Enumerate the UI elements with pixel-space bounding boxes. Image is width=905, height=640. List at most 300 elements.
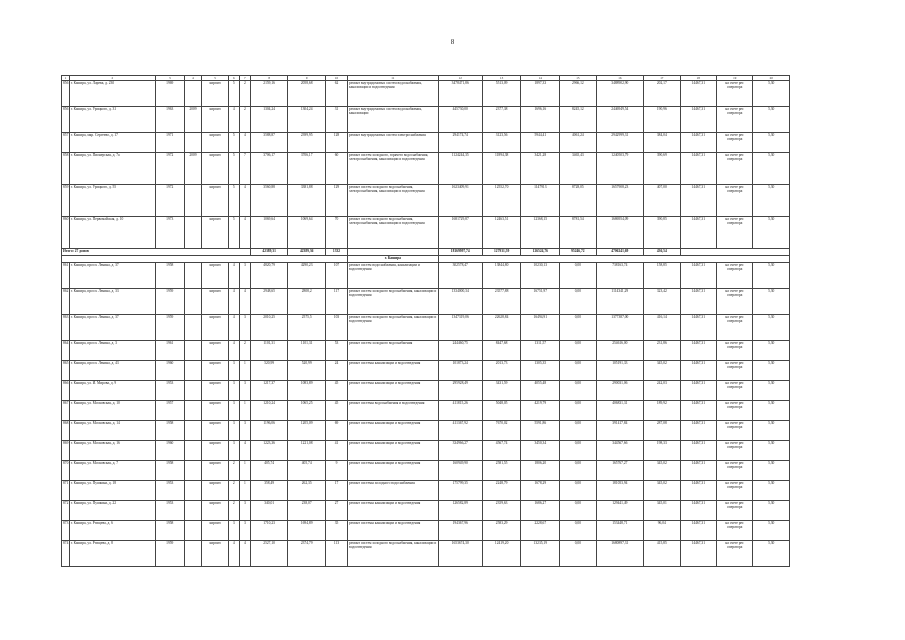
table-cell: 3706,17 [250, 153, 288, 185]
table-cell: 4 [228, 315, 239, 341]
table-cell: 1304,24 [250, 107, 288, 133]
table-cell: 23577,88 [482, 289, 521, 315]
table-cell: 14467,31 [680, 341, 716, 361]
table-cell: 1 [239, 481, 250, 501]
table-cell: 14467,31 [680, 107, 716, 133]
table-cell: 1114341,29 [596, 289, 644, 315]
table-cell: 5,30 [753, 361, 790, 381]
table-cell: 520,99 [288, 361, 326, 381]
table-cell: 3588,87 [250, 133, 288, 153]
table-cell: 1221,08 [288, 441, 326, 461]
table-cell: 295928,49 [438, 381, 482, 401]
table-cell: 1240503,79 [596, 153, 644, 185]
total-area1: 42389,31 [250, 249, 288, 256]
table-cell: 0,00 [560, 401, 596, 421]
table-cell: 358,49 [250, 481, 288, 501]
table-cell: 1959 [155, 541, 184, 567]
column-number: 9 [288, 76, 326, 81]
table-cell: 1972 [155, 153, 184, 185]
table-cell [184, 481, 202, 501]
table-cell: 3 [228, 521, 239, 541]
table-cell: на счете рег. оператора [716, 541, 752, 567]
table-cell: на счете рег. оператора [716, 289, 752, 315]
table-cell: г. Кашира, ул. Пушкина, д. 18 [69, 481, 155, 501]
table-cell: 4 [239, 133, 250, 153]
table-cell: 1806,20 [521, 461, 560, 481]
table-cell: 13235,19 [521, 541, 560, 567]
table-cell: 1217,37 [250, 381, 288, 401]
table-cell: 16751,97 [521, 289, 560, 315]
table-cell: 4820,79 [250, 263, 288, 289]
table-cell: 1953 [155, 501, 184, 521]
table-cell [184, 441, 202, 461]
table-cell: 859 [62, 185, 70, 217]
table-row [62, 153, 790, 185]
table-cell: 14467,31 [680, 153, 716, 185]
table-cell: кирпич [202, 501, 229, 521]
table-cell: на счете рег. оператора [716, 263, 752, 289]
table-cell: 4567,74 [482, 441, 521, 461]
table-cell: 62 [325, 81, 347, 107]
table-cell: 3123,56 [482, 133, 521, 153]
table-cell: 7670,02 [482, 421, 521, 441]
table-cell: 1205,09 [288, 421, 326, 441]
page-number: 8 [450, 38, 455, 46]
table-cell: 5,30 [753, 501, 790, 521]
table-cell: 405,74 [250, 461, 288, 481]
total-row [62, 249, 790, 256]
table-cell: 406831,31 [596, 401, 644, 421]
table-cell: 1959 [155, 315, 184, 341]
total-empty [680, 249, 789, 256]
table-cell: на счете рег. оператора [716, 107, 752, 133]
table-cell: 2966,12 [560, 81, 596, 107]
table-cell: 2 [228, 481, 239, 501]
table-cell: 2010,25 [250, 315, 288, 341]
table-cell: 0,00 [560, 263, 596, 289]
table-cell: 4 [228, 341, 239, 361]
table-cell: 874 [62, 541, 70, 567]
table-cell: 153448,71 [596, 521, 644, 541]
table-cell: 0,00 [560, 481, 596, 501]
table-cell [184, 133, 202, 153]
table-cell: 3381,88 [288, 185, 326, 217]
table-cell: 2013,73 [482, 361, 521, 381]
table-cell: 3488902,90 [596, 81, 644, 107]
table-cell: 1959 [155, 289, 184, 315]
table-cell: 0,00 [560, 361, 596, 381]
table-cell: 0,00 [560, 461, 596, 481]
table-cell: на счете рег. оператора [716, 185, 752, 217]
table-cell: ремонт систем холодного водоснабжения, электроснабжения, канализации и водоотведения [348, 217, 439, 249]
table-cell: ремонт систем водоснабжения, канализации и водоотведения [348, 263, 439, 289]
table-cell: 1 [239, 401, 250, 421]
table-cell [184, 341, 202, 361]
table-cell: кирпич [202, 401, 229, 421]
table-cell: 1101,31 [250, 341, 288, 361]
table-cell: г. Кашира, ул. Московская, д. 14 [69, 421, 155, 441]
table-cell: на счете рег. оператора [716, 521, 752, 541]
table-cell: 1972 [155, 185, 184, 217]
table-cell: 1334000,34 [438, 289, 482, 315]
table-cell: на счете рег. оператора [716, 441, 752, 461]
table-cell: на счете рег. оператора [716, 217, 752, 249]
table-cell [184, 401, 202, 421]
table-cell: 4 [239, 185, 250, 217]
table-row [62, 521, 790, 541]
table-cell [184, 263, 202, 289]
table-cell: ремонт систем холодного водоснабжения, канализации и водоотведения [348, 541, 439, 567]
table-cell: 405,74 [288, 461, 326, 481]
table-cell: 5,30 [753, 461, 790, 481]
table-cell: на счете рег. оператора [716, 381, 752, 401]
table-cell: 1377387,00 [596, 315, 644, 341]
table-cell: 1696,16 [521, 107, 560, 133]
table-cell: 391417,84 [596, 421, 644, 441]
table-cell: 870 [62, 461, 70, 481]
table-cell [184, 185, 202, 217]
table-cell [184, 289, 202, 315]
table-cell: кирпич [202, 341, 229, 361]
table-cell: 129 [325, 185, 347, 217]
table-cell: 175799,35 [438, 481, 482, 501]
table-cell: 860 [62, 217, 70, 249]
table-cell: 189,92 [644, 401, 680, 421]
table-cell: 738163,74 [596, 263, 644, 289]
table-cell: 5,30 [753, 133, 790, 153]
table-cell: 1304,24 [288, 107, 326, 133]
table-cell: 1686954,09 [596, 217, 644, 249]
table-cell: 5,30 [753, 481, 790, 501]
table-cell: 345,02 [644, 481, 680, 501]
table-cell: г. Кашира, просп. Ленина, д. 37 [69, 263, 155, 289]
table-cell: 4219,79 [521, 401, 560, 421]
column-number: 11 [348, 76, 439, 81]
table-cell: 2 [228, 461, 239, 481]
table-cell: 0,00 [560, 315, 596, 341]
table-cell: 1953 [155, 481, 184, 501]
table-cell: г. Кашира, просп. Ленина, д. 43 [69, 361, 155, 381]
table-cell: 14467,31 [680, 481, 716, 501]
table-cell: 96,04 [644, 521, 680, 541]
table-cell: г. Кашира, ул. Урицкого, д. 31 [69, 107, 155, 133]
table-cell: кирпич [202, 289, 229, 315]
table-cell: 101873,24 [438, 361, 482, 381]
table-cell: 5,30 [753, 107, 790, 133]
table-cell: 4 [228, 541, 239, 567]
table-cell: 113 [325, 541, 347, 567]
table-cell: на счете рег. оператора [716, 501, 752, 521]
table-cell: кирпич [202, 521, 229, 541]
table-cell: 856 [62, 107, 70, 133]
table-cell: 4 [239, 441, 250, 461]
table-cell: 1960 [155, 361, 184, 381]
table-cell [184, 217, 202, 249]
table-cell: 5 [228, 185, 239, 217]
table-cell: 323,42 [644, 289, 680, 315]
table-cell [184, 501, 202, 521]
table-cell: 10230,13 [521, 263, 560, 289]
table-cell: 384,04 [644, 133, 680, 153]
table-cell: 1958 [155, 421, 184, 441]
table-cell: 254616,00 [596, 341, 644, 361]
table-cell: 873 [62, 521, 70, 541]
table-cell: 1305,35 [521, 361, 560, 381]
table-row [62, 381, 790, 401]
table-cell: 864 [62, 341, 70, 361]
table-cell: ремонт системы канализации и водоотведения [348, 461, 439, 481]
table-cell: кирпич [202, 185, 229, 217]
table-cell: 8781,54 [560, 217, 596, 249]
table-cell: 105191,33 [596, 361, 644, 381]
table-cell: 5,30 [753, 401, 790, 421]
table-cell: 2 [239, 81, 250, 107]
table-cell: 5,30 [753, 341, 790, 361]
table-cell: 862 [62, 289, 70, 315]
table-cell: 345,02 [644, 461, 680, 481]
table-cell: 1083,89 [288, 381, 326, 401]
table-cell: 5,30 [753, 441, 790, 461]
total-empty [348, 249, 439, 256]
table-cell: на счете рег. оператора [716, 153, 752, 185]
table-cell: 872 [62, 501, 70, 521]
table-cell: 5,30 [753, 81, 790, 107]
table-cell: 35 [325, 521, 347, 541]
table-cell: 4 [228, 107, 239, 133]
table-cell: 14467,31 [680, 185, 716, 217]
table-cell: 14467,31 [680, 81, 716, 107]
table-cell: кирпич [202, 361, 229, 381]
table-cell: 126582,89 [438, 501, 482, 521]
table-cell: 14467,31 [680, 501, 716, 521]
table-cell: 5,30 [753, 217, 790, 249]
table-cell: 158,85 [644, 263, 680, 289]
table-cell: 2 [239, 341, 250, 361]
table-cell: г. Кашира, ул. Московская, д. 7 [69, 461, 155, 481]
table-cell: 5513,09 [482, 81, 521, 107]
table-cell: 107 [325, 263, 347, 289]
table-cell: 5,30 [753, 381, 790, 401]
table-cell: 45 [325, 381, 347, 401]
table-cell: 14467,31 [680, 217, 716, 249]
column-number: 12 [438, 76, 482, 81]
table-cell: 9 [325, 461, 347, 481]
table-cell [184, 421, 202, 441]
table-cell: 4290,23 [288, 263, 326, 289]
table-cell: 53 [325, 341, 347, 361]
table-cell: 866 [62, 381, 70, 401]
table-cell: 340,01 [250, 501, 288, 521]
city-empty [62, 256, 348, 263]
city-empty [438, 256, 789, 263]
table-cell: 4 [239, 289, 250, 315]
column-number: 18 [680, 76, 716, 81]
table-cell: 1311,57 [521, 341, 560, 361]
table-cell: 861 [62, 263, 70, 289]
table-cell: 103 [325, 315, 347, 341]
table-cell: 22628,84 [482, 315, 521, 341]
table-cell: 2942999,31 [596, 133, 644, 153]
column-number: 13 [482, 76, 521, 81]
table-cell: 2377,38 [482, 107, 521, 133]
table-cell: 344567,66 [596, 441, 644, 461]
table-cell: 3450,34 [521, 441, 560, 461]
table-cell: 262,35 [288, 481, 326, 501]
table-cell: 415,85 [644, 541, 680, 567]
table-cell: 1958 [155, 521, 184, 541]
table-cell: 1710,23 [250, 521, 288, 541]
table-cell: 1 [239, 461, 250, 481]
total-c17: 436,54 [644, 249, 680, 256]
table-cell: 16494,91 [521, 315, 560, 341]
table-cell: г. Кашира, ул. Ларева, д. 230 [69, 81, 155, 107]
table-cell: 1897,33 [521, 81, 560, 107]
table-cell: 198,33 [644, 441, 680, 461]
table-row [62, 185, 790, 217]
table-cell: кирпич [202, 441, 229, 461]
table-cell: 5,30 [753, 289, 790, 315]
table-cell: 4 [239, 217, 250, 249]
table-cell: ремонт внутридомовых систем электроснабжения [348, 133, 439, 153]
table-cell: 2009 [184, 153, 202, 185]
table-cell: 3 [228, 421, 239, 441]
table-cell: ремонт системы водоснабжения и водоотведения [348, 401, 439, 421]
table-cell: ремонт системы канализации и водоотведения [348, 421, 439, 441]
total-c16: 4706241,69 [596, 249, 644, 256]
table-cell: 2399,95 [288, 133, 326, 153]
table-row [62, 133, 790, 153]
table-row [62, 461, 790, 481]
table-cell: на счете рег. оператора [716, 133, 752, 153]
table-row [62, 315, 790, 341]
table-cell: 1961 [155, 341, 184, 361]
table-cell: 287,08 [644, 421, 680, 441]
table-cell: 160949,90 [438, 461, 482, 481]
table-cell: 8447,68 [482, 341, 521, 361]
table-cell: 231,86 [644, 341, 680, 361]
table-cell: 4061,24 [560, 133, 596, 153]
column-number: 16 [596, 76, 644, 81]
table-row [62, 289, 790, 315]
table-cell: 41 [325, 441, 347, 461]
table-cell: 3706,17 [288, 153, 326, 185]
table-cell: 8728,05 [560, 185, 596, 217]
total-area2: 42389,36 [288, 249, 326, 256]
table-cell: 1953 [155, 381, 184, 401]
table-cell: г. Кашира, просп. Ленина, д. 3 [69, 341, 155, 361]
table-cell: 2 [239, 107, 250, 133]
table-cell: 5 [228, 81, 239, 107]
table-cell: кирпич [202, 107, 229, 133]
column-number: 14 [521, 76, 560, 81]
table-cell: 0,00 [560, 381, 596, 401]
table-cell: 5,30 [753, 185, 790, 217]
table-row [62, 107, 790, 133]
table-cell: г. Кашира, ул. И. Мирова, д. 9 [69, 381, 155, 401]
table-cell: 1210,24 [250, 401, 288, 421]
table-cell: 45 [325, 401, 347, 421]
table-cell: 12368,15 [521, 217, 560, 249]
table-cell: ремонт системы канализации и водоотведения [348, 521, 439, 541]
column-number: 8 [250, 76, 288, 81]
column-number: 7 [239, 76, 250, 81]
table-cell: 2527,10 [250, 541, 288, 567]
table-cell: г. Кашира, мкр. Сергеево, д. 17 [69, 133, 155, 153]
table-cell: 202,17 [644, 81, 680, 107]
table-cell: ремонт системы холодного водоснабжения [348, 481, 439, 501]
table-cell: 5 [228, 153, 239, 185]
table-cell: 129441,49 [596, 501, 644, 521]
table-row [62, 421, 790, 441]
table-cell: 1957 [155, 401, 184, 421]
table-cell: 70 [325, 217, 347, 249]
table-cell: 5048,05 [482, 401, 521, 421]
table-cell: 14467,31 [680, 541, 716, 567]
table-cell: 14467,31 [680, 421, 716, 441]
table-cell: 1069,64 [288, 217, 326, 249]
table-cell: 1657908,23 [596, 185, 644, 217]
table-cell: 1223,36 [250, 441, 288, 461]
table-cell: 294174,74 [438, 133, 482, 153]
table-cell: ремонт системы канализации и водоотведения [348, 501, 439, 521]
table-cell: 14467,31 [680, 521, 716, 541]
table-cell: 1065,25 [288, 401, 326, 421]
column-number: 1 [62, 76, 70, 81]
table-cell: 3 [239, 263, 250, 289]
table-cell: 8245,12 [560, 107, 596, 133]
table-cell: 2374,79 [288, 541, 326, 567]
table-cell: 12552,70 [482, 185, 521, 217]
table-cell: 857 [62, 133, 70, 153]
table-cell [184, 315, 202, 341]
table-cell: 0,00 [560, 441, 596, 461]
table-cell: 5944,41 [521, 133, 560, 153]
table-cell: 14467,31 [680, 315, 716, 341]
table-cell: 1623409,91 [438, 185, 482, 217]
table-cell: г. Кашира, ул. Урицкого, д. 55 [69, 185, 155, 217]
table-cell: ремонт систем холодного водоснабжения, канализации и водоотведения [348, 315, 439, 341]
table-cell: 445730,00 [438, 107, 482, 133]
table-cell: 865 [62, 361, 70, 381]
table-cell: 0,00 [560, 521, 596, 541]
table-cell: 24 [325, 361, 347, 381]
table-cell: на счете рег. оператора [716, 481, 752, 501]
table-cell: 14467,31 [680, 289, 716, 315]
table-cell: 0,00 [560, 289, 596, 315]
table-cell: ремонт системы канализации и водоотведения [348, 361, 439, 381]
table-row [62, 441, 790, 461]
total-c13: 127931,59 [482, 249, 521, 256]
table-cell: 290031,06 [596, 381, 644, 401]
table-cell: 1147913 [521, 185, 560, 217]
table-cell: 3 [239, 421, 250, 441]
table-cell: 863 [62, 315, 70, 341]
table-cell: 2583,29 [482, 521, 521, 541]
city-name: г. Кашира [348, 256, 439, 263]
table-cell: 858 [62, 153, 70, 185]
table-cell: 1069,64 [250, 217, 288, 249]
table-cell: 181053,94 [596, 481, 644, 501]
table-cell: 14467,31 [680, 133, 716, 153]
table-cell: 2808,2 [288, 289, 326, 315]
table-cell: 3421,28 [521, 153, 560, 185]
table-cell: г. Кашира, ул. Первомайская, д. 10 [69, 217, 155, 249]
table-cell: 1101,31 [288, 341, 326, 361]
table-cell: г. Кашира, ул. Пушкина, д. 22 [69, 501, 155, 521]
column-number: 20 [753, 76, 790, 81]
table-cell: 13844,80 [482, 263, 521, 289]
column-number: 19 [716, 76, 752, 81]
